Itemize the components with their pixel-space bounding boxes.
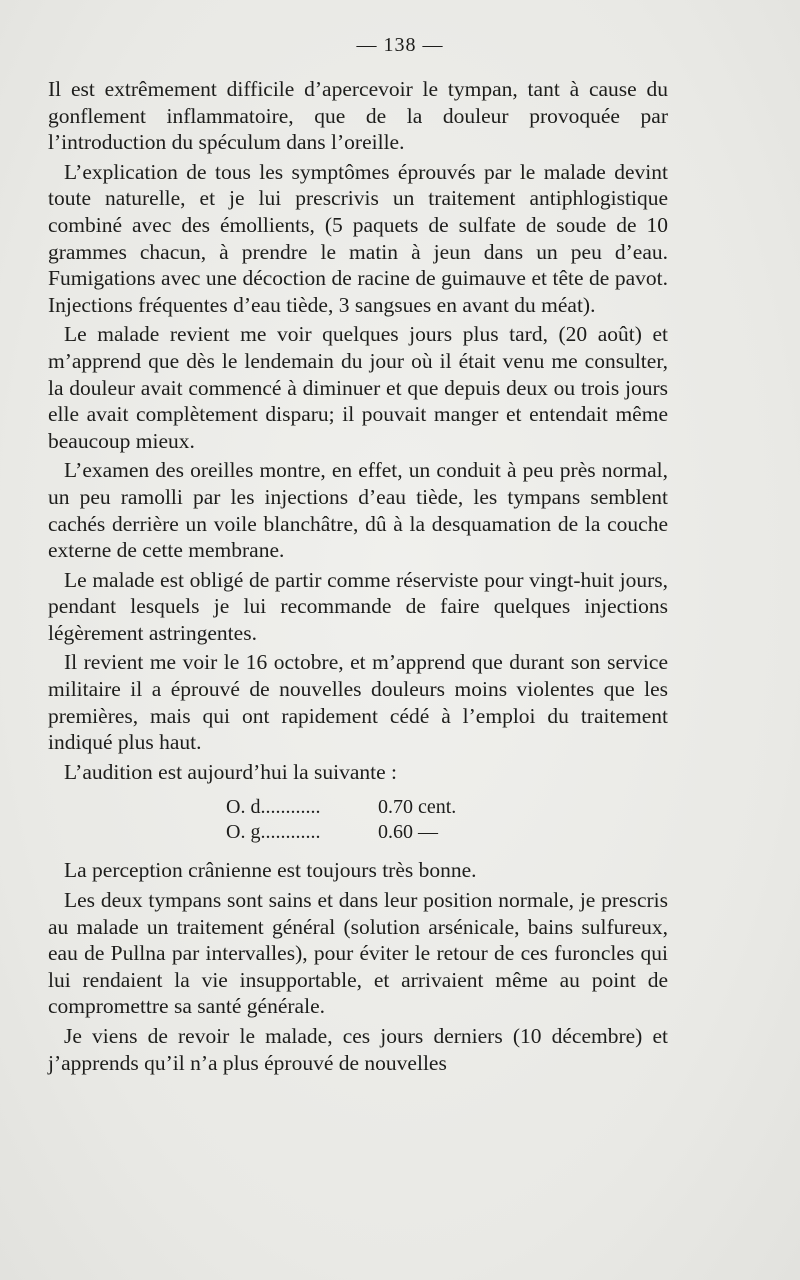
paragraph: L’explication de tous les symptômes éprouvés par le malade devint toute naturelle, et je lui prescrivis un traitement antiphlogistique combiné avec des émollients, (5 paquets de sulfate de soude de 10 grammes chacun, à prendre le matin à jeun dans un peu d’eau. Fumigations avec une décoction de racine de guimauve et tête de pavot. Injections fréquentes d’eau tiède, 3 sangsues en avant du méat). [48, 159, 668, 317]
paragraph: L’audition est aujourd’hui la suivante : [64, 759, 397, 784]
audition-ear-label: O. g............ [226, 821, 321, 844]
audition-row-left-ear [226, 820, 668, 845]
paragraph: L’examen des oreilles montre, en effet, un conduit à peu près normal, un peu ramolli par les injections d’eau tiède, les tympans semblent cachés derrière un voile blanchâtre, dû à la desquamation de la couche externe de cette membrane. [48, 458, 668, 563]
paragraph: Le malade est obligé de partir comme réserviste pour vingt-huit jours, pendant lesquels je lui recommande de faire quelques injections légèrement astringentes. [48, 567, 668, 645]
audition-row-right-ear [226, 795, 668, 820]
paragraph: Les deux tympans sont sains et dans leur position normale, je prescris au malade un traitement général (solution arsénicale, bains sulfureux, eau de Pullna par intervalles), pour éviter le retour de ces furoncles qui lui rendaient la vie insupportable, et arrivaient même au point de compromettre sa santé générale. [48, 888, 668, 1019]
audition-table [48, 795, 668, 845]
audition-value: 0.60 — [378, 821, 438, 844]
page-number: — 138 — [356, 34, 444, 56]
audition-value: 0.70 cent. [378, 796, 457, 819]
body-text [48, 76, 668, 1079]
audition-ear-label: O. d............ [226, 796, 321, 819]
paragraph: Il est extrêmement difficile d’apercevoir le tympan, tant à cause du gonflement inflammatoire, que de la douleur provoquée par l’introduction du spéculum dans l’oreille. [48, 77, 668, 155]
paragraph: Je viens de revoir le malade, ces jours derniers (10 décembre) et j’apprends qu’il n’a plus éprouvé de nouvelles [48, 1024, 668, 1075]
paragraph: Il revient me voir le 16 octobre, et m’apprend que durant son service militaire il a éprouvé de nouvelles douleurs moins violentes que les premières, mais qui ont rapidement cédé à l’emploi du traitement indiqué plus haut. [48, 650, 668, 755]
paragraph: La perception crânienne est toujours très bonne. [64, 858, 477, 883]
paragraph: Le malade revient me voir quelques jours plus tard, (20 août) et m’apprend que dès le lendemain du jour où il était venu me consulter, la douleur avait commencé à diminuer et que depuis deux ou trois jours elle avait complètement disparu; il pouvait manger et entendait même beaucoup mieux. [48, 322, 668, 453]
